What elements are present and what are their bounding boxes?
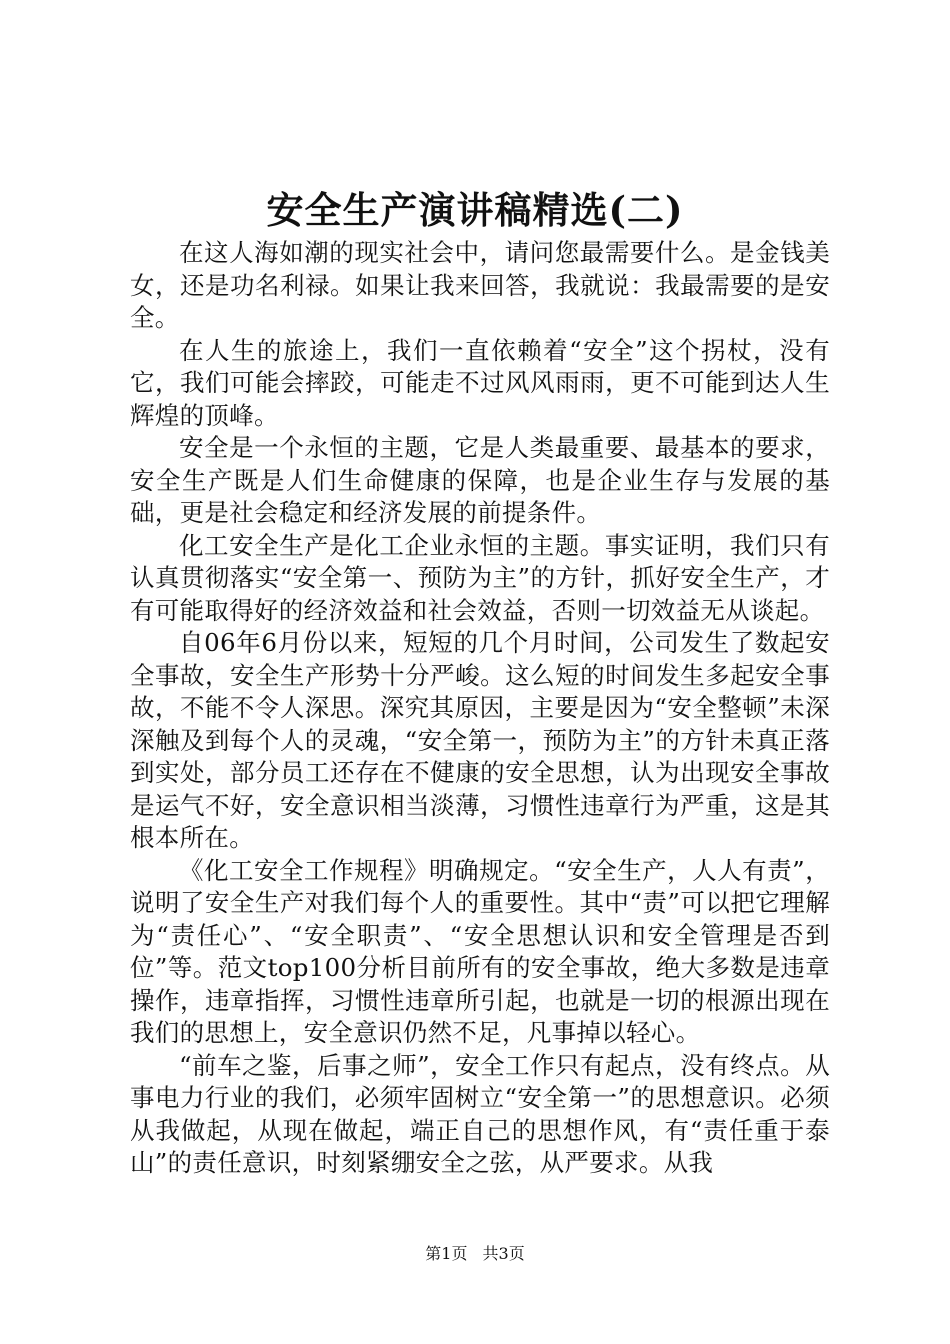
- paragraph-2: 在人生的旅途上，我们一直依赖着“安全”这个拐杖，没有它，我们可能会摔跤，可能走不过风风雨雨，更不可能到达人生辉煌的顶峰。: [130, 335, 830, 430]
- page-footer: [0, 1243, 950, 1265]
- paragraph-3: 安全是一个永恒的主题，它是人类最重要、最基本的要求，安全生产既是人们生命健康的保障，也是企业生存与发展的基础，更是社会稳定和经济发展的前提条件。: [130, 433, 830, 527]
- document-title: 安全生产演讲稿精选(二): [266, 188, 684, 232]
- page-total: 共3页: [482, 1244, 525, 1263]
- paragraph-6: 《化工安全工作规程》明确规定。“安全生产，人人有责”，说明了安全生产对我们每个人的重要性。其中“责”可以把它理解为“责任心”、“安全职责”、“安全思想认识和安全管理是否到位”等。范文top100分析目前所有的安全事故，绝大多数是违章操作，违章指挥，习惯性违章所引起，也就是一切的根源出现在我们的思想上，安全意识仍然不足，凡事掉以轻心。: [130, 855, 830, 1047]
- paragraph-4: 化工安全生产是化工企业永恒的主题。事实证明，我们只有认真贯彻落实“安全第一、预防为主”的方针，抓好安全生产，才有可能取得好的经济效益和社会效益，否则一切效益无从谈起。: [130, 530, 830, 625]
- document-body: [130, 237, 830, 1180]
- page-number: 第1页: [425, 1244, 468, 1263]
- paragraph-1: 在这人海如潮的现实社会中，请问您最需要什么。是金钱美女，还是功名利禄。如果让我来回答，我就说：我最需要的是安全。: [130, 238, 830, 332]
- paragraph-5: 自06年6月份以来，短短的几个月时间，公司发生了数起安全事故，安全生产形势十分严峻。这么短的时间发生多起安全事故，不能不令人深思。深究其原因，主要是因为“安全整顿”未深深触及到每个人的灵魂，“安全第一，预防为主”的方针未真正落到实处，部分员工还存在不健康的安全思想，认为出现安全事故是运气不好，安全意识相当淡薄，习惯性违章行为严重，这是其根本所在。: [130, 628, 830, 852]
- paragraph-7: “前车之鉴，后事之师”，安全工作只有起点，没有终点。从事电力行业的我们，必须牢固树立“安全第一”的思想意识。必须从我做起，从现在做起，端正自己的思想作风，有“责任重于泰山”的责任意识，时刻紧绷安全之弦，从严要求。从我: [130, 1050, 830, 1177]
